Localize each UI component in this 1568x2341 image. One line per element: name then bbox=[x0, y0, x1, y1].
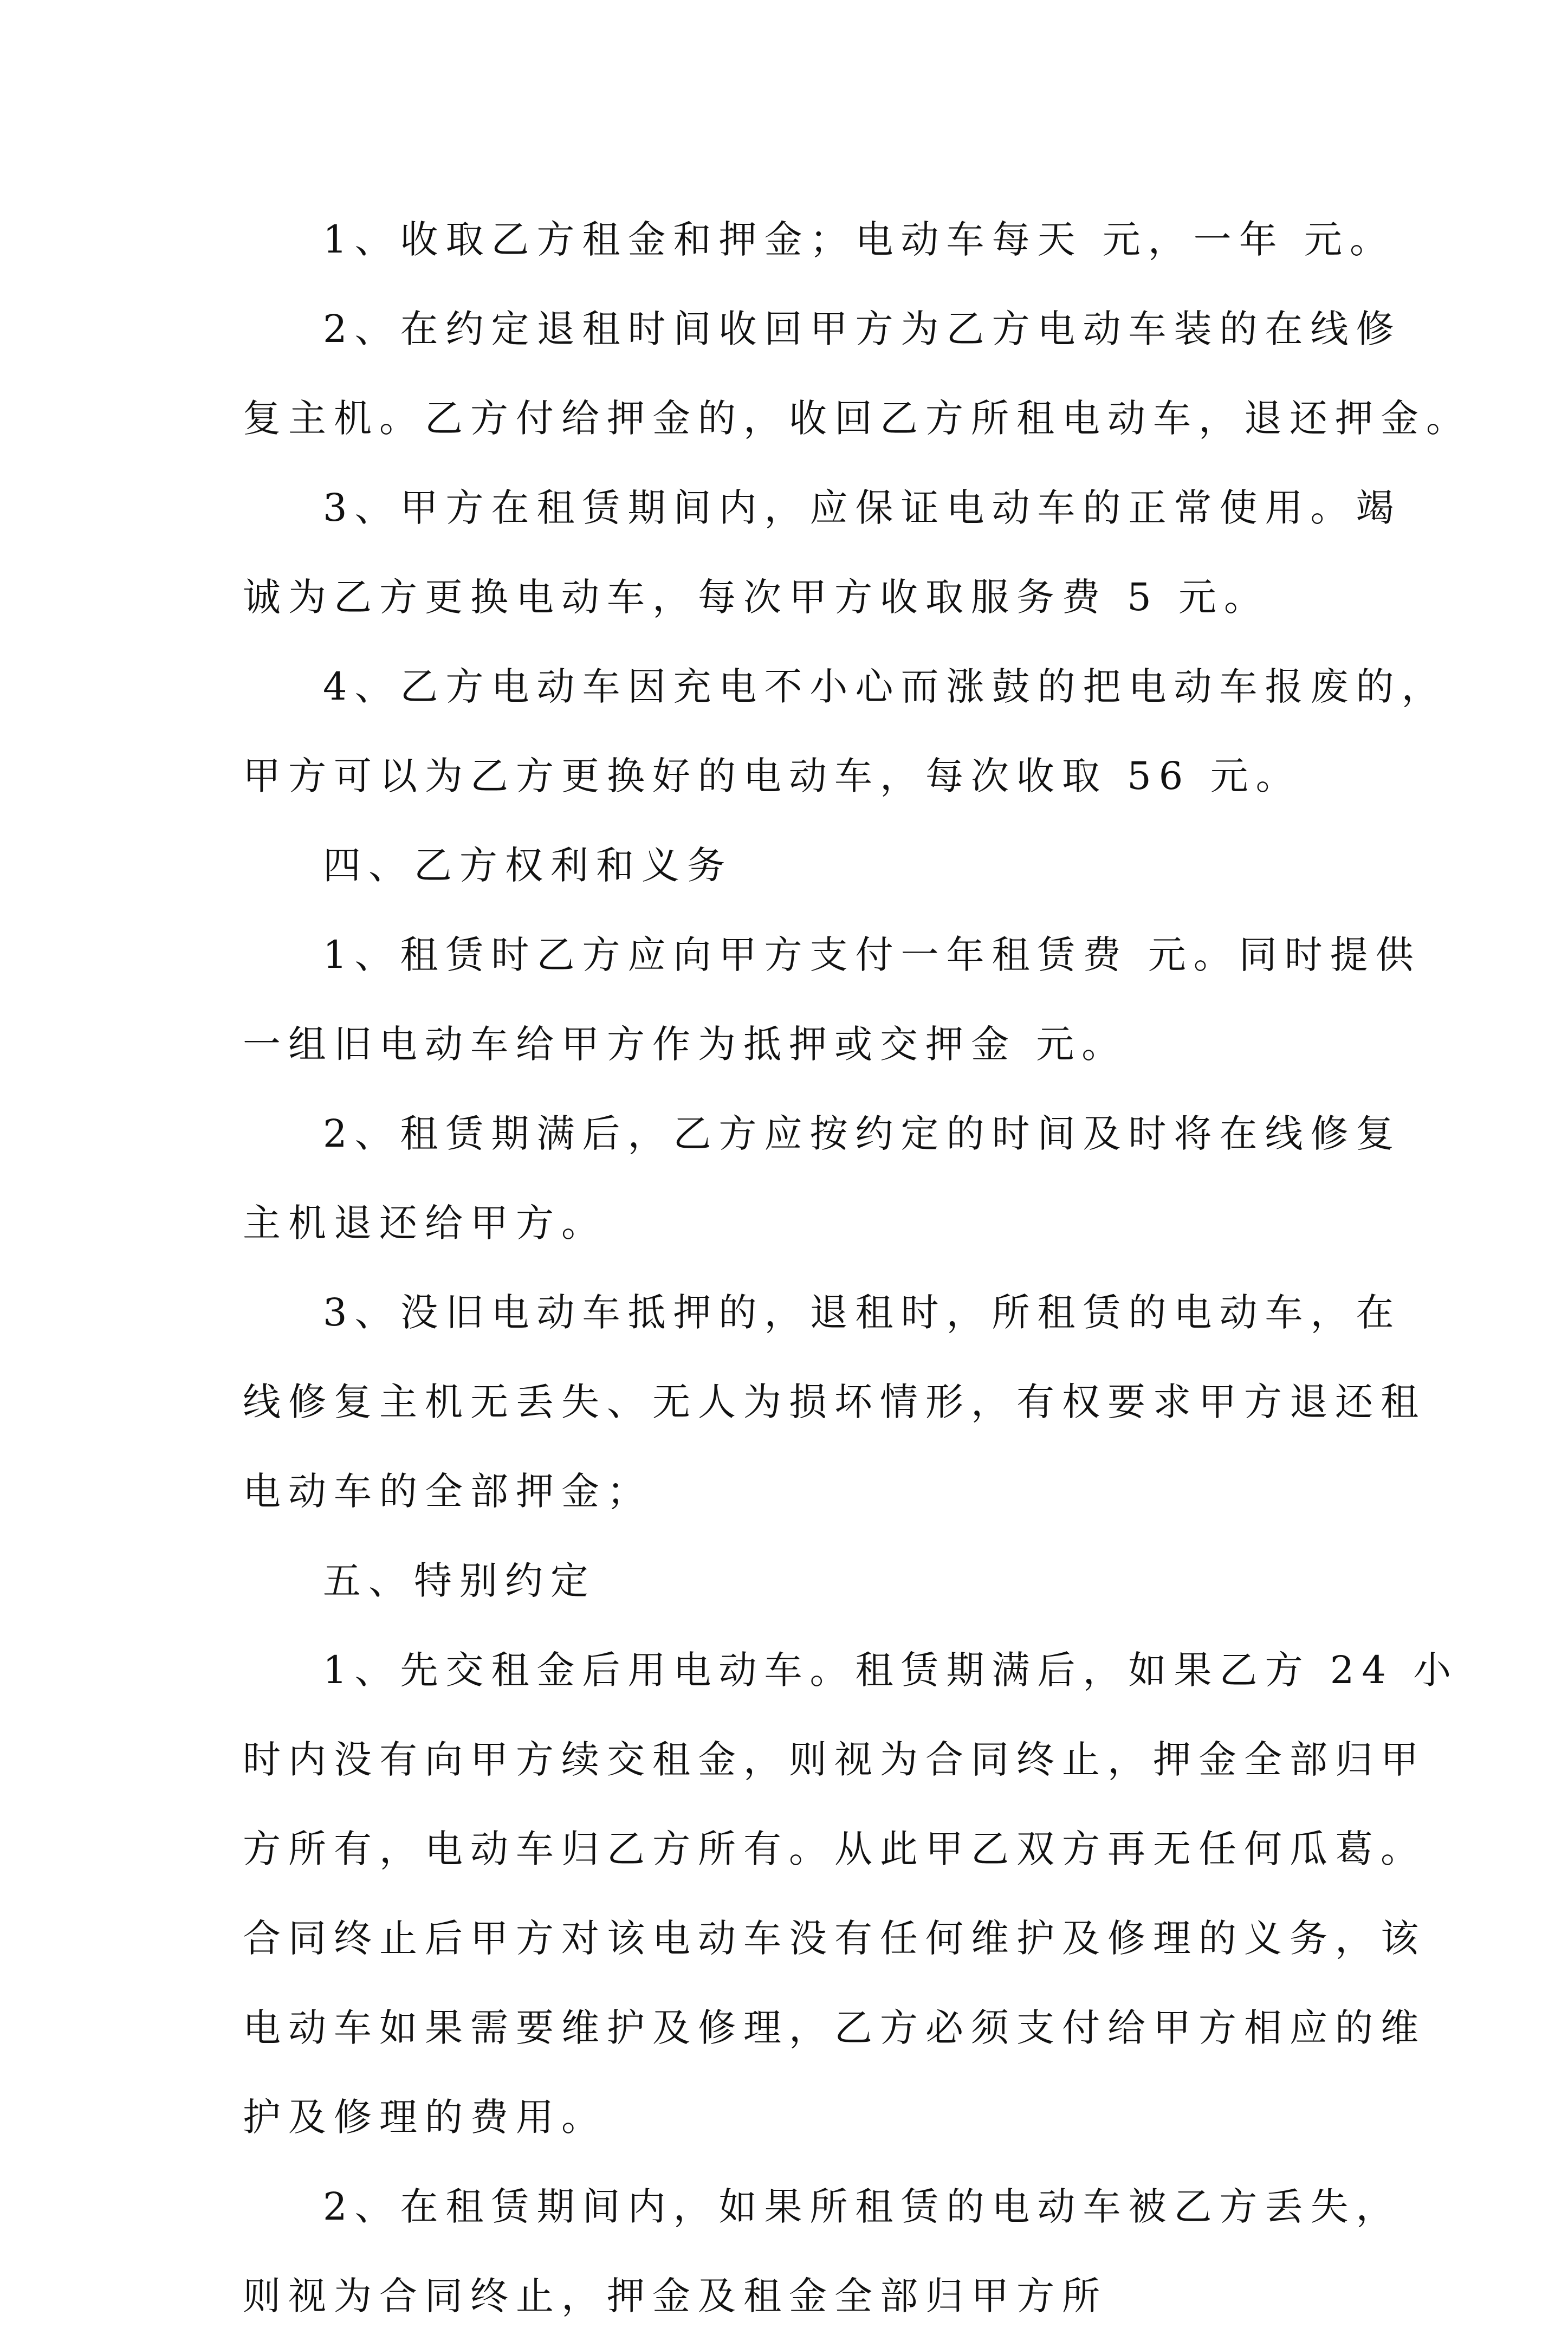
text-line: 方所有，电动车归乙方所有。从此甲乙双方再无任何瓜葛。 bbox=[243, 1827, 1426, 1871]
text-line: 时内没有向甲方续交租金，则视为合同终止，押金全部归甲 bbox=[243, 1737, 1426, 1782]
text-line: 电动车的全部押金； bbox=[243, 1469, 652, 1514]
text-line: 复主机。乙方付给押金的，收回乙方所租电动车，退还押金。 bbox=[243, 396, 1472, 441]
text-line: 护及修理的费用。 bbox=[243, 2095, 607, 2139]
text-line: 主机退还给甲方。 bbox=[243, 1201, 607, 1245]
text-line: 则视为合同终止，押金及租金全部归甲方所 bbox=[243, 2274, 1107, 2318]
text-line: 2、在租赁期间内，如果所租赁的电动车被乙方丢失， bbox=[323, 2184, 1402, 2229]
text-line: 1、租赁时乙方应向甲方支付一年租赁费 元。同时提供 bbox=[323, 933, 1421, 977]
text-line: 电动车如果需要维护及修理，乙方必须支付给甲方相应的维 bbox=[243, 2006, 1426, 2050]
text-line: 1、收取乙方租金和押金；电动车每天 元，一年 元。 bbox=[323, 217, 1396, 262]
section-heading: 五、特别约定 bbox=[323, 1558, 596, 1603]
text-line: 诚为乙方更换电动车，每次甲方收取服务费 5 元。 bbox=[243, 575, 1270, 619]
text-line: 4、乙方电动车因充电不小心而涨鼓的把电动车报废的， bbox=[323, 664, 1447, 709]
text-line: 1、先交租金后用电动车。租赁期满后，如果乙方 24 小 bbox=[323, 1648, 1459, 1692]
text-line: 2、租赁期满后，乙方应按约定的时间及时将在线修复 bbox=[323, 1111, 1402, 1156]
text-line: 甲方可以为乙方更换好的电动车，每次收取 56 元。 bbox=[243, 754, 1301, 798]
text-line: 3、甲方在租赁期间内，应保证电动车的正常使用。竭 bbox=[323, 486, 1402, 530]
text-line: 线修复主机无丢失、无人为损坏情形，有权要求甲方退还租 bbox=[243, 1380, 1426, 1424]
text-line: 3、没旧电动车抵押的，退租时，所租赁的电动车，在 bbox=[323, 1290, 1402, 1335]
text-line: 合同终止后甲方对该电动车没有任何维护及修理的义务，该 bbox=[243, 1916, 1426, 1961]
document-body bbox=[243, 195, 1472, 2341]
text-line: 2、在约定退租时间收回甲方为乙方电动车装的在线修 bbox=[323, 307, 1402, 351]
text-line: 一组旧电动车给甲方作为抵押或交押金 元。 bbox=[243, 1022, 1128, 1066]
section-heading: 四、乙方权利和义务 bbox=[323, 843, 733, 888]
